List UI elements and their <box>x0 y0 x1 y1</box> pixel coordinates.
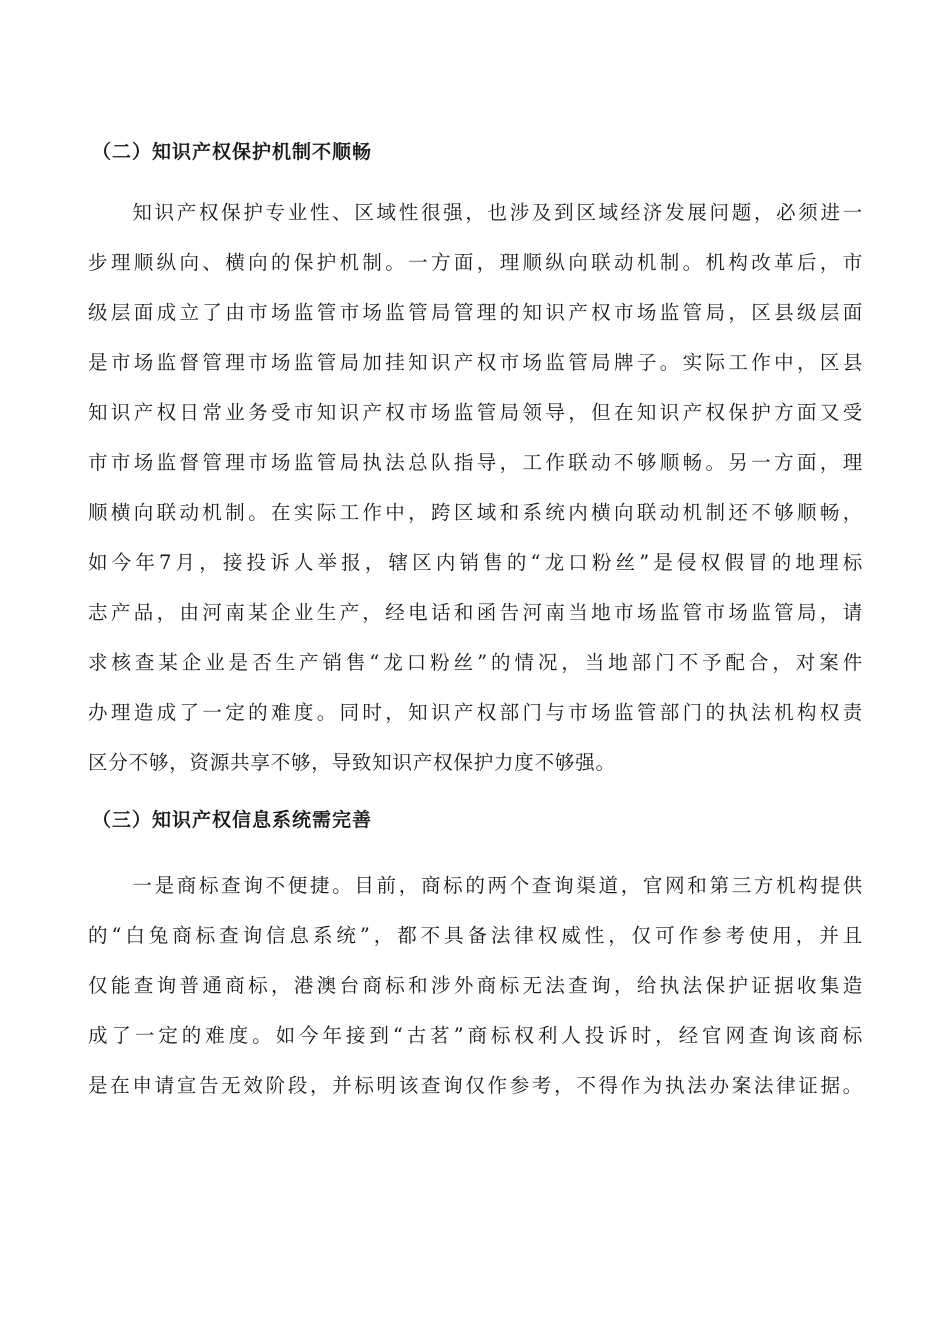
paragraph-line: 的“白兔商标查询信息系统”，都不具备法律权威性，仅可作参考使用，并且 <box>88 924 863 947</box>
paragraph-line: 办理造成了一定的难度。同时，知识产权部门与市场监管部门的执法机构权责 <box>88 701 863 724</box>
paragraph-line: 市市场监督管理市场监管局执法总队指导，工作联动不够顺畅。另一方面，理 <box>88 451 863 474</box>
paragraph-line: 成了一定的难度。如今年接到“古茗”商标权利人投诉时，经官网查询该商标 <box>88 1024 863 1047</box>
paragraph-line: 一是商标查询不便捷。目前，商标的两个查询渠道，官网和第三方机构提供 <box>88 874 863 897</box>
paragraph-line: 级层面成立了由市场监管市场监管局管理的知识产权市场监管局，区县级层面 <box>88 301 863 324</box>
paragraph-line: 求核查某企业是否生产销售“龙口粉丝”的情况，当地部门不予配合，对案件 <box>88 651 863 674</box>
paragraph-line: 志产品，由河南某企业生产，经电话和函告河南当地市场监管市场监管局，请 <box>88 601 863 624</box>
paragraph-line: 知识产权保护专业性、区域性很强，也涉及到区域经济发展问题，必须进一 <box>88 201 863 224</box>
paragraph-line: 步理顺纵向、横向的保护机制。一方面，理顺纵向联动机制。机构改革后，市 <box>88 251 863 274</box>
paragraph-line: 如今年7月，接投诉人举报，辖区内销售的“龙口粉丝”是侵权假冒的地理标 <box>88 551 863 574</box>
section-paragraph-3 <box>88 861 863 1111</box>
paragraph-line: 区分不够，资源共享不够，导致知识产权保护力度不够强。 <box>88 751 616 774</box>
section-heading-2: （二）知识产权保护机制不顺畅 <box>92 141 373 163</box>
paragraph-line: 是在申请宣告无效阶段，并标明该查询仅作参考，不得作为执法办案法律证据。 <box>88 1074 863 1097</box>
paragraph-line: 是市场监督管理市场监管局加挂知识产权市场监管局牌子。实际工作中，区县 <box>88 351 863 374</box>
section-paragraph-2 <box>88 188 863 788</box>
section-heading-3: （三）知识产权信息系统需完善 <box>92 809 373 831</box>
paragraph-line: 知识产权日常业务受市知识产权市场监管局领导，但在知识产权保护方面又受 <box>88 401 863 424</box>
paragraph-line: 仅能查询普通商标，港澳台商标和涉外商标无法查询，给执法保护证据收集造 <box>88 974 863 997</box>
paragraph-line: 顺横向联动机制。在实际工作中，跨区域和系统内横向联动机制还不够顺畅， <box>88 501 863 524</box>
